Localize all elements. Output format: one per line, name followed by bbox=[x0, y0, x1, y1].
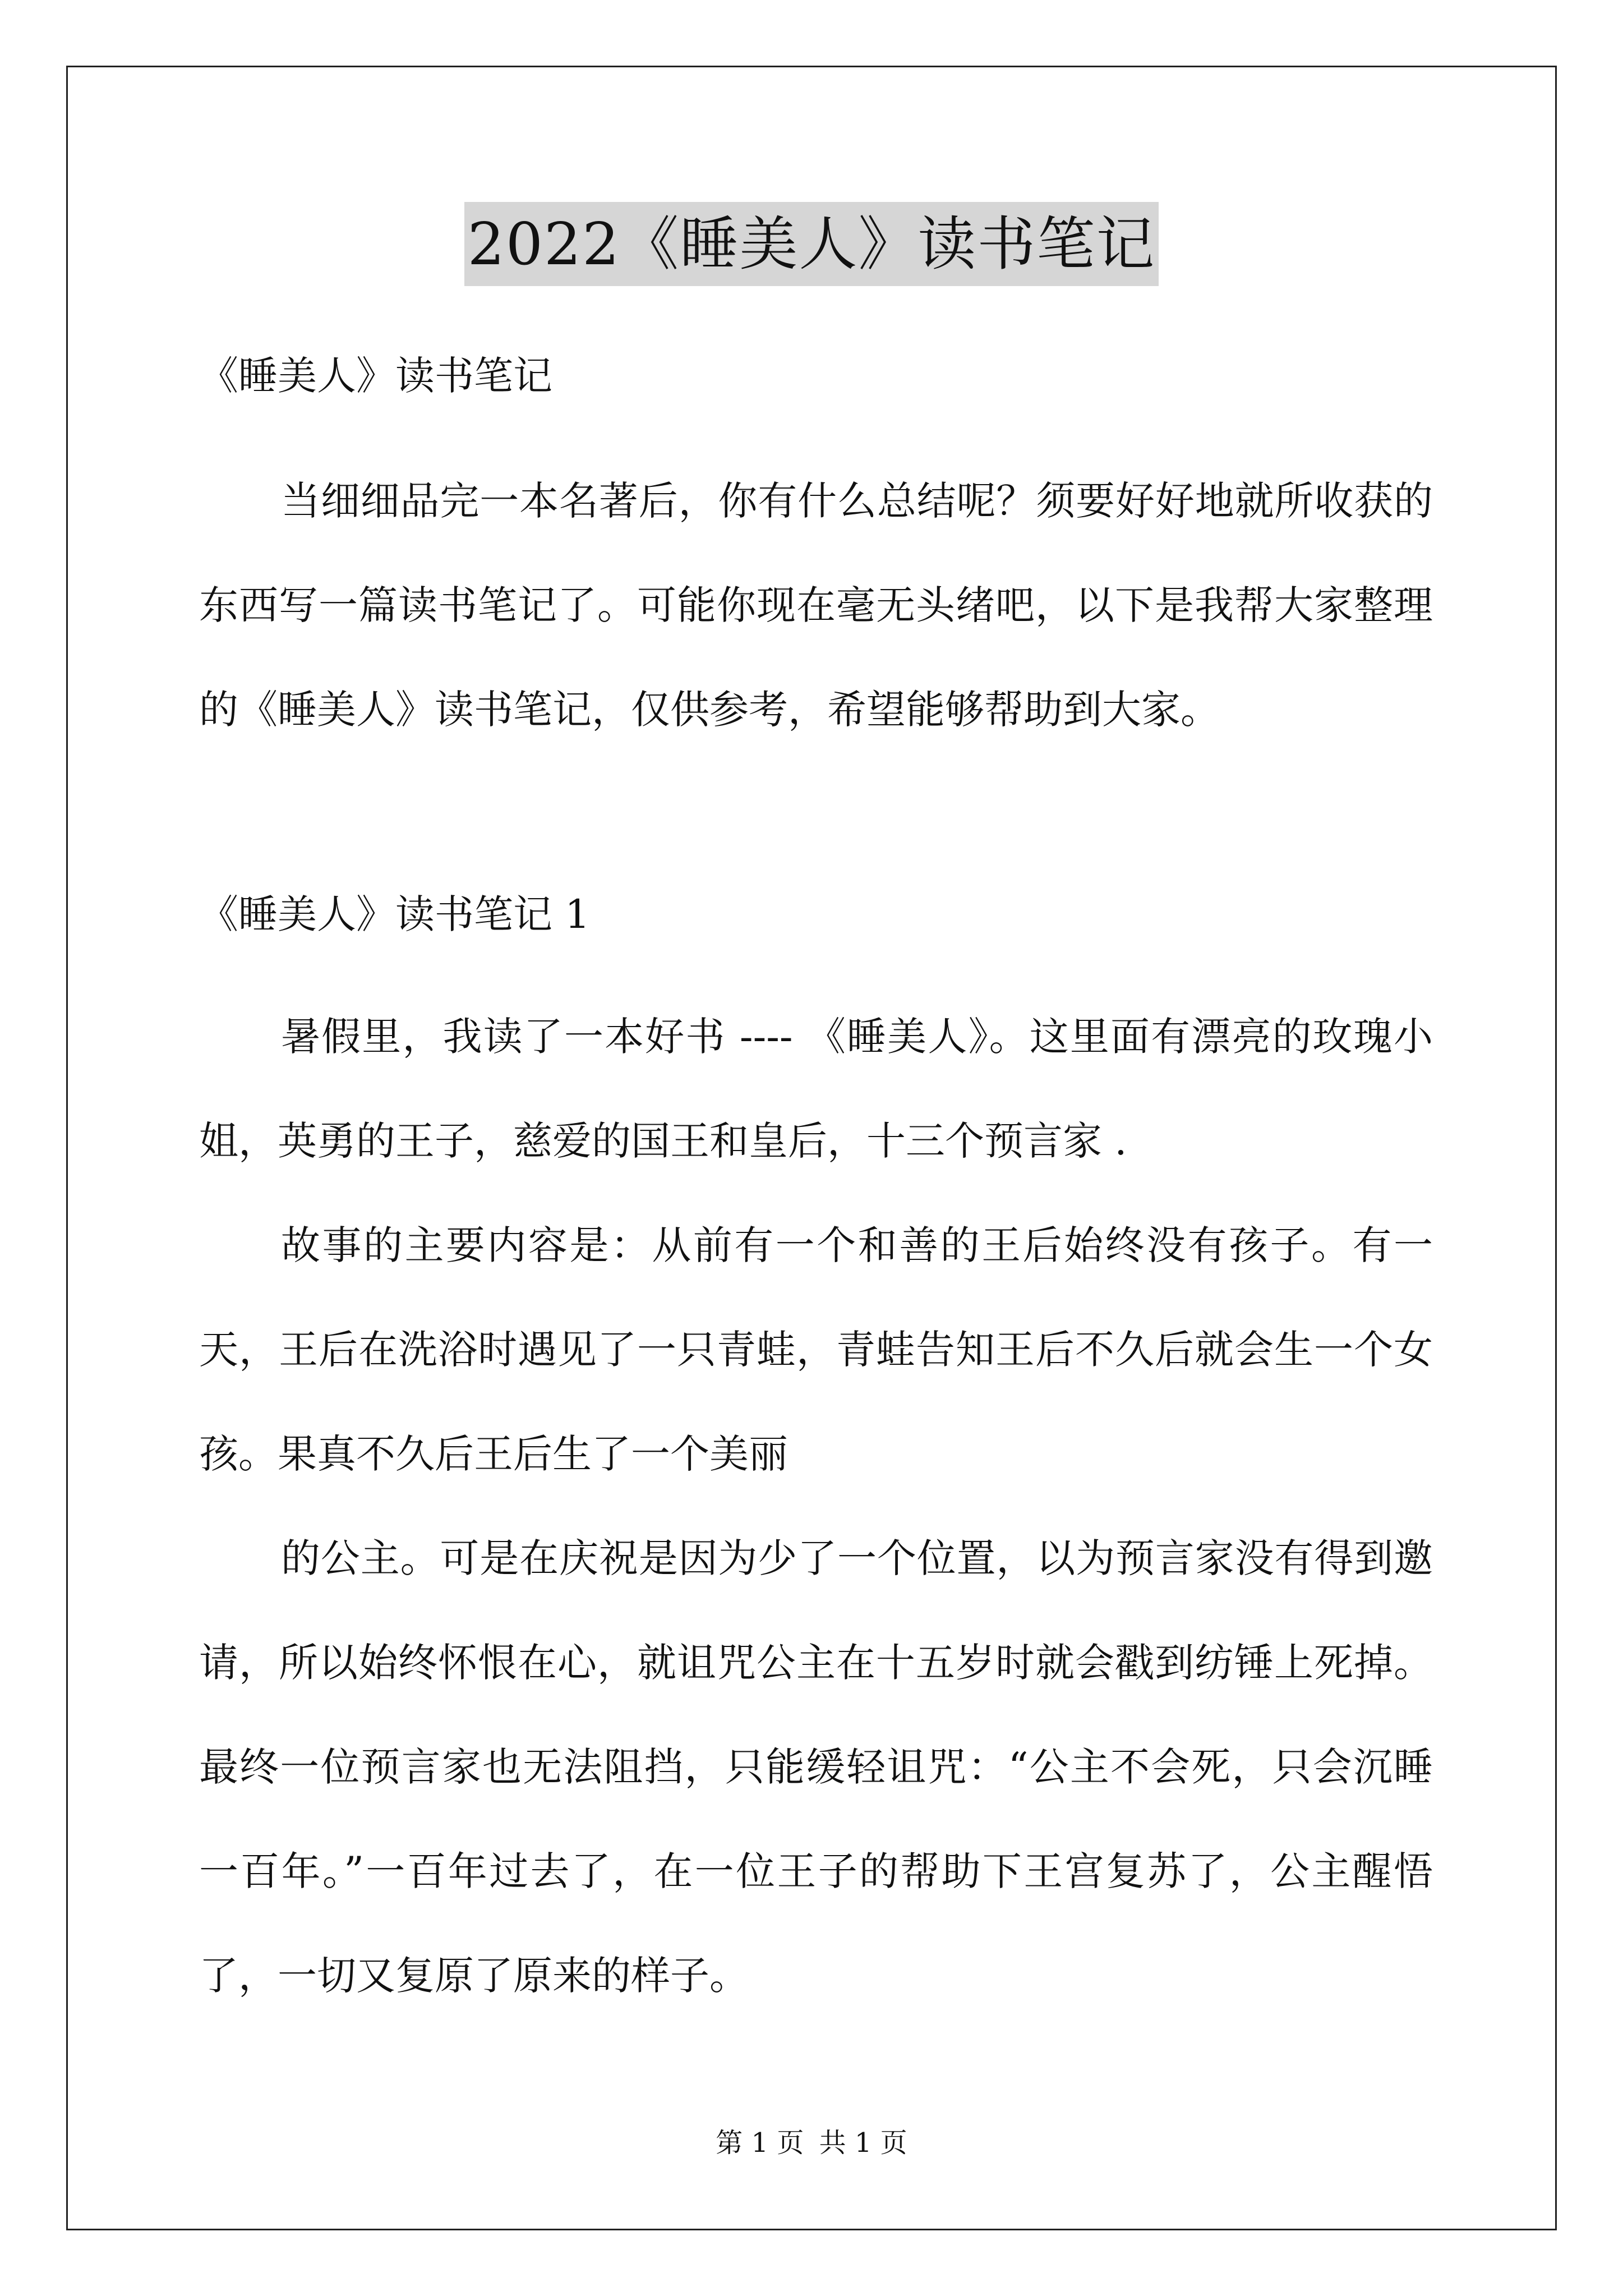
body-paragraph-3: 的公主。可是在庆祝是因为少了一个位置，以为预言家没有得到邀请，所以始终怀恨在心，就诅咒公主在十五岁时就会戳到纺锤上死掉。最终一位预言家也无法阻挡，只能缓轻诅咒：“公主不会死，只会沉睡一百年。”一百年过去了，在一位王子的帮助下王宫复苏了，公主醒悟了，一切又复原了原来的样子。 bbox=[199, 1535, 1433, 1999]
document-subtitle: 《睡美人》读书笔记 bbox=[199, 353, 552, 399]
intro-paragraph: 当细细品完一本名著后，你有什么总结呢？须要好好地就所收获的东西写一篇读书笔记了。可能你现在毫无头绪吧，以下是我帮大家整理的《睡美人》读书笔记，仅供参考，希望能够帮助到大家。 bbox=[199, 478, 1433, 733]
document-title: 2022《睡美人》读书笔记 bbox=[464, 202, 1159, 286]
body-paragraph-1: 暑假里，我读了一本好书 ---- 《睡美人》。这里面有漂亮的玫瑰小姐，英勇的王子，慈爱的国王和皇后，十三个预言家 . bbox=[199, 1014, 1433, 1164]
body-paragraph-2: 故事的主要内容是：从前有一个和善的王后始终没有孩子。有一天，王后在洗浴时遇见了一只青蛙，青蛙告知王后不久后就会生一个女孩。果真不久后王后生了一个美丽 bbox=[199, 1222, 1433, 1477]
page-number: 第 1 页 bbox=[716, 2127, 804, 2159]
page-footer bbox=[0, 2126, 1623, 2160]
title-container bbox=[0, 202, 1623, 286]
section-heading: 《睡美人》读书笔记 1 bbox=[199, 891, 590, 937]
page-total: 共 1 页 bbox=[819, 2127, 907, 2159]
